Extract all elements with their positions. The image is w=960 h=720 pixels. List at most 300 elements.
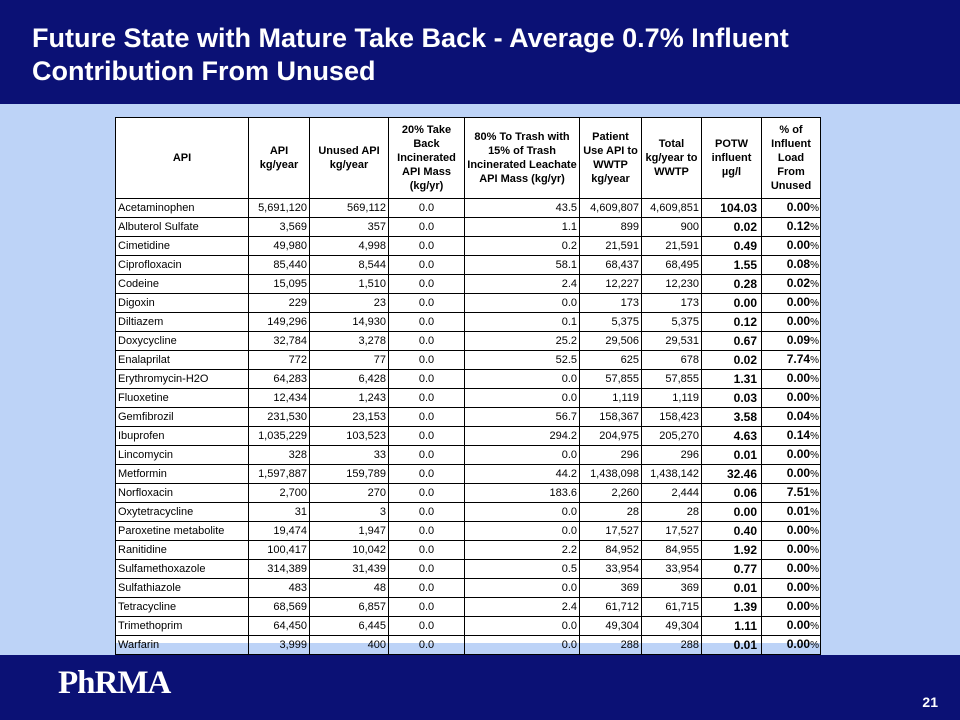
cell-percent-unused bbox=[762, 332, 821, 351]
cell-total-kg: 68,495 bbox=[642, 256, 702, 275]
cell-potw-influent: 1.31 bbox=[702, 370, 762, 389]
cell-total-kg: 28 bbox=[642, 503, 702, 522]
cell-api-kg: 5,691,120 bbox=[249, 199, 310, 218]
cell-patient-kg: 12,227 bbox=[580, 275, 642, 294]
cell-api-kg: 49,980 bbox=[249, 237, 310, 256]
cell-trash-kg: 2.4 bbox=[465, 275, 580, 294]
percent-value: 0.02 bbox=[786, 276, 811, 290]
cell-patient-kg: 21,591 bbox=[580, 237, 642, 256]
cell-percent-unused bbox=[762, 218, 821, 237]
cell-api-kg: 85,440 bbox=[249, 256, 310, 275]
cell-takeback-kg: 0.0 bbox=[389, 332, 465, 351]
table-row bbox=[116, 560, 821, 579]
cell-potw-influent: 1.55 bbox=[702, 256, 762, 275]
cell-percent-unused bbox=[762, 427, 821, 446]
cell-takeback-kg: 0.0 bbox=[389, 636, 465, 655]
percent-symbol: % bbox=[810, 507, 819, 518]
cell-patient-kg: 84,952 bbox=[580, 541, 642, 560]
percent-symbol: % bbox=[810, 317, 819, 328]
cell-takeback-kg: 0.0 bbox=[389, 389, 465, 408]
percent-value: 0.12 bbox=[786, 219, 811, 233]
cell-trash-kg: 25.2 bbox=[465, 332, 580, 351]
cell-trash-kg: 0.1 bbox=[465, 313, 580, 332]
percent-value: 0.00 bbox=[786, 466, 811, 480]
cell-api-name: Diltiazem bbox=[116, 313, 249, 332]
cell-takeback-kg: 0.0 bbox=[389, 275, 465, 294]
cell-patient-kg: 1,119 bbox=[580, 389, 642, 408]
percent-symbol: % bbox=[810, 355, 819, 366]
cell-percent-unused bbox=[762, 256, 821, 275]
cell-unused-kg: 569,112 bbox=[310, 199, 389, 218]
cell-trash-kg: 0.0 bbox=[465, 503, 580, 522]
cell-total-kg: 84,955 bbox=[642, 541, 702, 560]
cell-api-name: Ibuprofen bbox=[116, 427, 249, 446]
cell-potw-influent: 0.01 bbox=[702, 636, 762, 655]
cell-percent-unused bbox=[762, 503, 821, 522]
cell-percent-unused bbox=[762, 579, 821, 598]
cell-trash-kg: 0.0 bbox=[465, 522, 580, 541]
cell-percent-unused bbox=[762, 313, 821, 332]
table-row bbox=[116, 237, 821, 256]
cell-unused-kg: 1,510 bbox=[310, 275, 389, 294]
cell-potw-influent: 0.01 bbox=[702, 446, 762, 465]
cell-percent-unused bbox=[762, 617, 821, 636]
percent-symbol: % bbox=[810, 602, 819, 613]
table-row bbox=[116, 389, 821, 408]
cell-unused-kg: 23,153 bbox=[310, 408, 389, 427]
cell-takeback-kg: 0.0 bbox=[389, 446, 465, 465]
page-number: 21 bbox=[922, 694, 938, 710]
percent-value: 0.00 bbox=[786, 314, 811, 328]
header-api: API bbox=[116, 118, 249, 199]
cell-total-kg: 49,304 bbox=[642, 617, 702, 636]
cell-takeback-kg: 0.0 bbox=[389, 237, 465, 256]
header-trash-leachate: 80% To Trash with 15% of Trash Incinerated Leachate API Mass (kg/yr) bbox=[465, 118, 580, 199]
percent-value: 0.00 bbox=[786, 637, 811, 651]
table-row bbox=[116, 541, 821, 560]
cell-api-kg: 328 bbox=[249, 446, 310, 465]
cell-takeback-kg: 0.0 bbox=[389, 484, 465, 503]
cell-api-name: Fluoxetine bbox=[116, 389, 249, 408]
table-row bbox=[116, 465, 821, 484]
cell-percent-unused bbox=[762, 294, 821, 313]
cell-trash-kg: 183.6 bbox=[465, 484, 580, 503]
cell-trash-kg: 52.5 bbox=[465, 351, 580, 370]
cell-api-kg: 64,283 bbox=[249, 370, 310, 389]
cell-percent-unused bbox=[762, 370, 821, 389]
cell-total-kg: 4,609,851 bbox=[642, 199, 702, 218]
cell-potw-influent: 1.39 bbox=[702, 598, 762, 617]
cell-trash-kg: 0.5 bbox=[465, 560, 580, 579]
table-row bbox=[116, 503, 821, 522]
table-row bbox=[116, 256, 821, 275]
percent-symbol: % bbox=[810, 279, 819, 290]
cell-unused-kg: 10,042 bbox=[310, 541, 389, 560]
cell-patient-kg: 2,260 bbox=[580, 484, 642, 503]
percent-value: 0.00 bbox=[786, 371, 811, 385]
cell-api-name: Digoxin bbox=[116, 294, 249, 313]
cell-api-kg: 15,095 bbox=[249, 275, 310, 294]
cell-trash-kg: 294.2 bbox=[465, 427, 580, 446]
cell-patient-kg: 33,954 bbox=[580, 560, 642, 579]
cell-api-kg: 231,530 bbox=[249, 408, 310, 427]
percent-symbol: % bbox=[810, 241, 819, 252]
cell-potw-influent: 104.03 bbox=[702, 199, 762, 218]
cell-unused-kg: 270 bbox=[310, 484, 389, 503]
cell-total-kg: 288 bbox=[642, 636, 702, 655]
cell-percent-unused bbox=[762, 408, 821, 427]
table-header-row bbox=[116, 118, 821, 199]
cell-trash-kg: 0.0 bbox=[465, 579, 580, 598]
cell-percent-unused bbox=[762, 389, 821, 408]
cell-api-kg: 100,417 bbox=[249, 541, 310, 560]
cell-potw-influent: 0.02 bbox=[702, 218, 762, 237]
cell-unused-kg: 3,278 bbox=[310, 332, 389, 351]
cell-total-kg: 21,591 bbox=[642, 237, 702, 256]
cell-trash-kg: 0.0 bbox=[465, 389, 580, 408]
cell-patient-kg: 899 bbox=[580, 218, 642, 237]
cell-api-kg: 3,569 bbox=[249, 218, 310, 237]
percent-symbol: % bbox=[810, 621, 819, 632]
cell-api-name: Codeine bbox=[116, 275, 249, 294]
percent-value: 0.00 bbox=[786, 618, 811, 632]
table-row bbox=[116, 313, 821, 332]
cell-trash-kg: 43.5 bbox=[465, 199, 580, 218]
cell-api-name: Tetracycline bbox=[116, 598, 249, 617]
cell-trash-kg: 56.7 bbox=[465, 408, 580, 427]
cell-api-name: Cimetidine bbox=[116, 237, 249, 256]
cell-potw-influent: 0.12 bbox=[702, 313, 762, 332]
header-unused-api: Unused API kg/year bbox=[310, 118, 389, 199]
percent-value: 7.51 bbox=[786, 485, 811, 499]
cell-total-kg: 678 bbox=[642, 351, 702, 370]
cell-patient-kg: 204,975 bbox=[580, 427, 642, 446]
cell-takeback-kg: 0.0 bbox=[389, 541, 465, 560]
cell-unused-kg: 400 bbox=[310, 636, 389, 655]
cell-api-name: Doxycycline bbox=[116, 332, 249, 351]
cell-total-kg: 29,531 bbox=[642, 332, 702, 351]
percent-value: 0.14 bbox=[786, 428, 811, 442]
cell-api-name: Norfloxacin bbox=[116, 484, 249, 503]
cell-patient-kg: 4,609,807 bbox=[580, 199, 642, 218]
header-percent-unused: % of Influent Load From Unused bbox=[762, 118, 821, 199]
data-table-container bbox=[115, 117, 820, 652]
cell-unused-kg: 48 bbox=[310, 579, 389, 598]
cell-percent-unused bbox=[762, 560, 821, 579]
cell-total-kg: 1,438,142 bbox=[642, 465, 702, 484]
cell-unused-kg: 33 bbox=[310, 446, 389, 465]
cell-api-kg: 229 bbox=[249, 294, 310, 313]
cell-potw-influent: 32.46 bbox=[702, 465, 762, 484]
percent-symbol: % bbox=[810, 374, 819, 385]
cell-api-kg: 19,474 bbox=[249, 522, 310, 541]
cell-unused-kg: 6,428 bbox=[310, 370, 389, 389]
cell-total-kg: 205,270 bbox=[642, 427, 702, 446]
cell-api-kg: 12,434 bbox=[249, 389, 310, 408]
table-row bbox=[116, 370, 821, 389]
cell-unused-kg: 31,439 bbox=[310, 560, 389, 579]
cell-patient-kg: 61,712 bbox=[580, 598, 642, 617]
percent-value: 0.00 bbox=[786, 599, 811, 613]
cell-takeback-kg: 0.0 bbox=[389, 427, 465, 446]
cell-percent-unused bbox=[762, 636, 821, 655]
phrma-logo: PhRMA bbox=[58, 665, 171, 701]
cell-percent-unused bbox=[762, 465, 821, 484]
cell-patient-kg: 57,855 bbox=[580, 370, 642, 389]
cell-trash-kg: 2.4 bbox=[465, 598, 580, 617]
percent-value: 0.00 bbox=[786, 580, 811, 594]
cell-trash-kg: 0.0 bbox=[465, 294, 580, 313]
cell-unused-kg: 6,445 bbox=[310, 617, 389, 636]
cell-api-name: Warfarin bbox=[116, 636, 249, 655]
cell-takeback-kg: 0.0 bbox=[389, 351, 465, 370]
cell-patient-kg: 369 bbox=[580, 579, 642, 598]
percent-value: 0.01 bbox=[786, 504, 811, 518]
percent-value: 0.00 bbox=[786, 523, 811, 537]
cell-unused-kg: 4,998 bbox=[310, 237, 389, 256]
percent-symbol: % bbox=[810, 393, 819, 404]
cell-takeback-kg: 0.0 bbox=[389, 598, 465, 617]
table-row bbox=[116, 199, 821, 218]
cell-api-name: Erythromycin-H2O bbox=[116, 370, 249, 389]
percent-value: 0.08 bbox=[786, 257, 811, 271]
cell-api-kg: 483 bbox=[249, 579, 310, 598]
percent-value: 0.00 bbox=[786, 561, 811, 575]
percent-value: 0.00 bbox=[786, 200, 811, 214]
cell-trash-kg: 0.0 bbox=[465, 636, 580, 655]
cell-unused-kg: 357 bbox=[310, 218, 389, 237]
cell-potw-influent: 0.02 bbox=[702, 351, 762, 370]
cell-api-name: Gemfibrozil bbox=[116, 408, 249, 427]
cell-unused-kg: 159,789 bbox=[310, 465, 389, 484]
cell-percent-unused bbox=[762, 484, 821, 503]
percent-symbol: % bbox=[810, 203, 819, 214]
cell-api-kg: 31 bbox=[249, 503, 310, 522]
cell-takeback-kg: 0.0 bbox=[389, 408, 465, 427]
table-row bbox=[116, 427, 821, 446]
cell-potw-influent: 1.11 bbox=[702, 617, 762, 636]
cell-api-name: Sulfamethoxazole bbox=[116, 560, 249, 579]
cell-potw-influent: 0.00 bbox=[702, 294, 762, 313]
cell-api-kg: 68,569 bbox=[249, 598, 310, 617]
percent-symbol: % bbox=[810, 298, 819, 309]
cell-api-name: Oxytetracycline bbox=[116, 503, 249, 522]
cell-api-kg: 149,296 bbox=[249, 313, 310, 332]
cell-unused-kg: 77 bbox=[310, 351, 389, 370]
percent-symbol: % bbox=[810, 412, 819, 423]
cell-percent-unused bbox=[762, 351, 821, 370]
header-patient-use: Patient Use API to WWTP kg/year bbox=[580, 118, 642, 199]
cell-percent-unused bbox=[762, 237, 821, 256]
api-data-table bbox=[115, 117, 821, 655]
percent-symbol: % bbox=[810, 469, 819, 480]
cell-api-name: Acetaminophen bbox=[116, 199, 249, 218]
cell-trash-kg: 0.0 bbox=[465, 617, 580, 636]
table-row bbox=[116, 218, 821, 237]
cell-api-kg: 1,035,229 bbox=[249, 427, 310, 446]
table-row bbox=[116, 579, 821, 598]
percent-value: 0.00 bbox=[786, 447, 811, 461]
percent-symbol: % bbox=[810, 526, 819, 537]
cell-patient-kg: 29,506 bbox=[580, 332, 642, 351]
cell-api-name: Sulfathiazole bbox=[116, 579, 249, 598]
cell-unused-kg: 1,243 bbox=[310, 389, 389, 408]
cell-potw-influent: 0.67 bbox=[702, 332, 762, 351]
cell-unused-kg: 8,544 bbox=[310, 256, 389, 275]
percent-symbol: % bbox=[810, 260, 819, 271]
header-take-back: 20% Take Back Incinerated API Mass (kg/yr) bbox=[389, 118, 465, 199]
header-potw-influent: POTW influent µg/l bbox=[702, 118, 762, 199]
table-row bbox=[116, 351, 821, 370]
table-row bbox=[116, 522, 821, 541]
cell-api-name: Lincomycin bbox=[116, 446, 249, 465]
cell-patient-kg: 296 bbox=[580, 446, 642, 465]
cell-unused-kg: 1,947 bbox=[310, 522, 389, 541]
cell-takeback-kg: 0.0 bbox=[389, 199, 465, 218]
cell-trash-kg: 0.0 bbox=[465, 446, 580, 465]
cell-patient-kg: 173 bbox=[580, 294, 642, 313]
cell-api-name: Trimethoprim bbox=[116, 617, 249, 636]
table-row bbox=[116, 294, 821, 313]
cell-unused-kg: 3 bbox=[310, 503, 389, 522]
cell-potw-influent: 3.58 bbox=[702, 408, 762, 427]
cell-percent-unused bbox=[762, 275, 821, 294]
cell-api-kg: 1,597,887 bbox=[249, 465, 310, 484]
percent-value: 0.00 bbox=[786, 542, 811, 556]
cell-patient-kg: 5,375 bbox=[580, 313, 642, 332]
cell-api-kg: 314,389 bbox=[249, 560, 310, 579]
cell-api-kg: 772 bbox=[249, 351, 310, 370]
cell-potw-influent: 0.28 bbox=[702, 275, 762, 294]
cell-trash-kg: 2.2 bbox=[465, 541, 580, 560]
cell-patient-kg: 49,304 bbox=[580, 617, 642, 636]
percent-symbol: % bbox=[810, 336, 819, 347]
cell-api-kg: 2,700 bbox=[249, 484, 310, 503]
cell-unused-kg: 103,523 bbox=[310, 427, 389, 446]
cell-unused-kg: 6,857 bbox=[310, 598, 389, 617]
table-row bbox=[116, 598, 821, 617]
cell-takeback-kg: 0.0 bbox=[389, 218, 465, 237]
cell-percent-unused bbox=[762, 541, 821, 560]
table-row bbox=[116, 636, 821, 655]
percent-symbol: % bbox=[810, 564, 819, 575]
cell-patient-kg: 68,437 bbox=[580, 256, 642, 275]
percent-symbol: % bbox=[810, 583, 819, 594]
cell-total-kg: 61,715 bbox=[642, 598, 702, 617]
cell-total-kg: 1,119 bbox=[642, 389, 702, 408]
cell-api-kg: 64,450 bbox=[249, 617, 310, 636]
cell-percent-unused bbox=[762, 199, 821, 218]
cell-total-kg: 2,444 bbox=[642, 484, 702, 503]
cell-percent-unused bbox=[762, 522, 821, 541]
cell-takeback-kg: 0.0 bbox=[389, 370, 465, 389]
cell-potw-influent: 0.01 bbox=[702, 579, 762, 598]
percent-symbol: % bbox=[810, 222, 819, 233]
cell-patient-kg: 288 bbox=[580, 636, 642, 655]
cell-trash-kg: 44.2 bbox=[465, 465, 580, 484]
cell-takeback-kg: 0.0 bbox=[389, 294, 465, 313]
cell-total-kg: 158,423 bbox=[642, 408, 702, 427]
cell-potw-influent: 0.00 bbox=[702, 503, 762, 522]
percent-value: 7.74 bbox=[786, 352, 811, 366]
cell-patient-kg: 28 bbox=[580, 503, 642, 522]
table-row bbox=[116, 446, 821, 465]
cell-takeback-kg: 0.0 bbox=[389, 503, 465, 522]
cell-potw-influent: 0.77 bbox=[702, 560, 762, 579]
header-api-kg-year: API kg/year bbox=[249, 118, 310, 199]
cell-percent-unused bbox=[762, 598, 821, 617]
table-row bbox=[116, 332, 821, 351]
cell-total-kg: 296 bbox=[642, 446, 702, 465]
table-body bbox=[116, 199, 821, 655]
cell-total-kg: 900 bbox=[642, 218, 702, 237]
percent-value: 0.00 bbox=[786, 390, 811, 404]
cell-takeback-kg: 0.0 bbox=[389, 579, 465, 598]
cell-api-name: Metformin bbox=[116, 465, 249, 484]
cell-total-kg: 57,855 bbox=[642, 370, 702, 389]
cell-trash-kg: 1.1 bbox=[465, 218, 580, 237]
cell-api-kg: 3,999 bbox=[249, 636, 310, 655]
cell-takeback-kg: 0.0 bbox=[389, 617, 465, 636]
slide-title: Future State with Mature Take Back - Average 0.7% Influent Contribution From Unused bbox=[32, 23, 789, 86]
table-row bbox=[116, 617, 821, 636]
cell-api-name: Ranitidine bbox=[116, 541, 249, 560]
cell-trash-kg: 58.1 bbox=[465, 256, 580, 275]
cell-potw-influent: 0.03 bbox=[702, 389, 762, 408]
cell-patient-kg: 625 bbox=[580, 351, 642, 370]
percent-symbol: % bbox=[810, 640, 819, 651]
cell-trash-kg: 0.2 bbox=[465, 237, 580, 256]
percent-symbol: % bbox=[810, 431, 819, 442]
table-row bbox=[116, 275, 821, 294]
cell-api-name: Ciprofloxacin bbox=[116, 256, 249, 275]
cell-patient-kg: 1,438,098 bbox=[580, 465, 642, 484]
cell-total-kg: 33,954 bbox=[642, 560, 702, 579]
cell-potw-influent: 4.63 bbox=[702, 427, 762, 446]
cell-takeback-kg: 0.0 bbox=[389, 522, 465, 541]
cell-api-kg: 32,784 bbox=[249, 332, 310, 351]
table-row bbox=[116, 484, 821, 503]
cell-potw-influent: 1.92 bbox=[702, 541, 762, 560]
cell-total-kg: 17,527 bbox=[642, 522, 702, 541]
cell-trash-kg: 0.0 bbox=[465, 370, 580, 389]
percent-value: 0.00 bbox=[786, 295, 811, 309]
cell-unused-kg: 14,930 bbox=[310, 313, 389, 332]
percent-value: 0.00 bbox=[786, 238, 811, 252]
cell-takeback-kg: 0.0 bbox=[389, 313, 465, 332]
cell-api-name: Albuterol Sulfate bbox=[116, 218, 249, 237]
header-total-to-wwtp: Total kg/year to WWTP bbox=[642, 118, 702, 199]
cell-total-kg: 369 bbox=[642, 579, 702, 598]
cell-total-kg: 12,230 bbox=[642, 275, 702, 294]
cell-total-kg: 5,375 bbox=[642, 313, 702, 332]
percent-value: 0.04 bbox=[786, 409, 811, 423]
cell-takeback-kg: 0.0 bbox=[389, 465, 465, 484]
percent-symbol: % bbox=[810, 488, 819, 499]
cell-percent-unused bbox=[762, 446, 821, 465]
cell-takeback-kg: 0.0 bbox=[389, 256, 465, 275]
cell-patient-kg: 158,367 bbox=[580, 408, 642, 427]
cell-api-name: Enalaprilat bbox=[116, 351, 249, 370]
cell-potw-influent: 0.40 bbox=[702, 522, 762, 541]
cell-api-name: Paroxetine metabolite bbox=[116, 522, 249, 541]
percent-symbol: % bbox=[810, 545, 819, 556]
cell-potw-influent: 0.06 bbox=[702, 484, 762, 503]
table-row bbox=[116, 408, 821, 427]
percent-symbol: % bbox=[810, 450, 819, 461]
percent-value: 0.09 bbox=[786, 333, 811, 347]
cell-potw-influent: 0.49 bbox=[702, 237, 762, 256]
